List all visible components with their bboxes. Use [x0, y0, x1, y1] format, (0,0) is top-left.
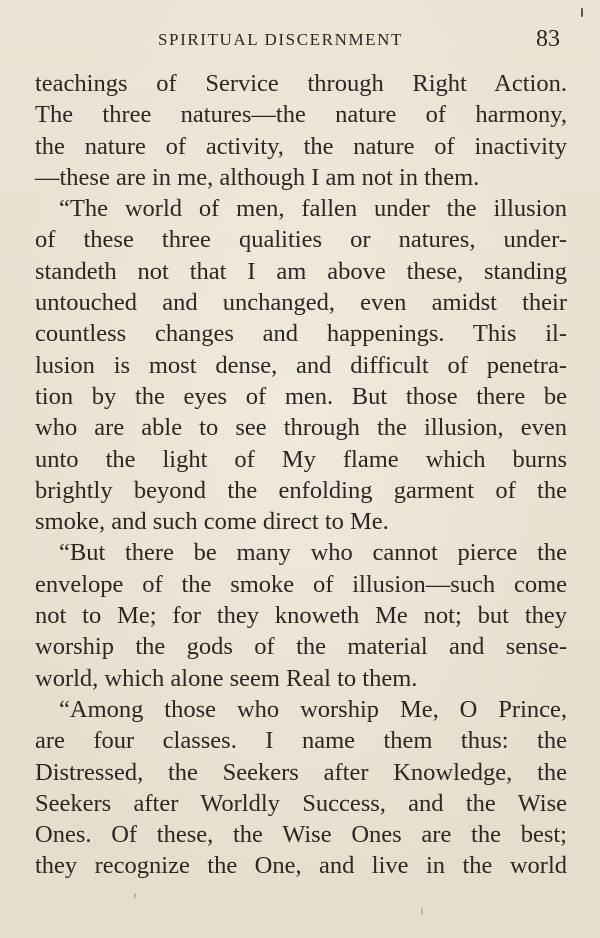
text-line: tion by the eyes of men. But those there be [35, 382, 567, 410]
text-line: standeth not that I am above these, standing [35, 257, 567, 285]
text-line: The three natures—the nature of harmony, [35, 101, 567, 129]
text-line: the nature of activity, the nature of inactivity [35, 132, 567, 160]
text-line: are four classes. I name them thus: the [35, 727, 567, 755]
text-line: Ones. Of these, the Wise Ones are the best; [35, 821, 567, 849]
text-line: brightly beyond the enfolding garment of the [35, 476, 567, 504]
text-line: untouched and unchanged, even amidst their [35, 289, 567, 317]
text-line: they recognize the One, and live in the world [35, 852, 567, 880]
running-title: SPIRITUAL DISCERNMENT [158, 30, 404, 49]
text-line: “Among those who worship Me, O Prince, [59, 695, 567, 723]
text-line: teachings of Service through Right Action. [35, 70, 567, 97]
text-line: unto the light of My flame which burns [35, 445, 567, 473]
text-line: worship the gods of the material and sense- [35, 633, 567, 661]
text-line: “But there be many who cannot pierce the [59, 539, 567, 567]
text-line: Seekers after Worldly Success, and the Wise [35, 789, 567, 817]
text-line: world, which alone seem Real to them. [35, 664, 418, 692]
text-line: envelope of the smoke of illusion—such come [35, 570, 567, 598]
text-line: “The world of men, fallen under the illusion [59, 195, 567, 223]
running-head [0, 26, 600, 54]
body-text [35, 68, 567, 882]
text-line: not to Me; for they knoweth Me not; but they [35, 602, 567, 630]
paper-speck [421, 907, 423, 915]
text-line: of these three qualities or natures, under- [35, 226, 567, 254]
page-number: 83 [536, 26, 560, 52]
text-line: countless changes and happenings. This il- [35, 320, 567, 348]
text-line: who are able to see through the illusion, even [35, 414, 567, 442]
text-line: —these are in me, although I am not in them. [35, 163, 480, 191]
paper-speck [581, 8, 583, 17]
text-line: Distressed, the Seekers after Knowledge, the [35, 758, 567, 786]
text-line: smoke, and such come direct to Me. [35, 508, 389, 536]
text-line: lusion is most dense, and difficult of penetra- [35, 351, 567, 379]
paper-speck [134, 893, 136, 898]
